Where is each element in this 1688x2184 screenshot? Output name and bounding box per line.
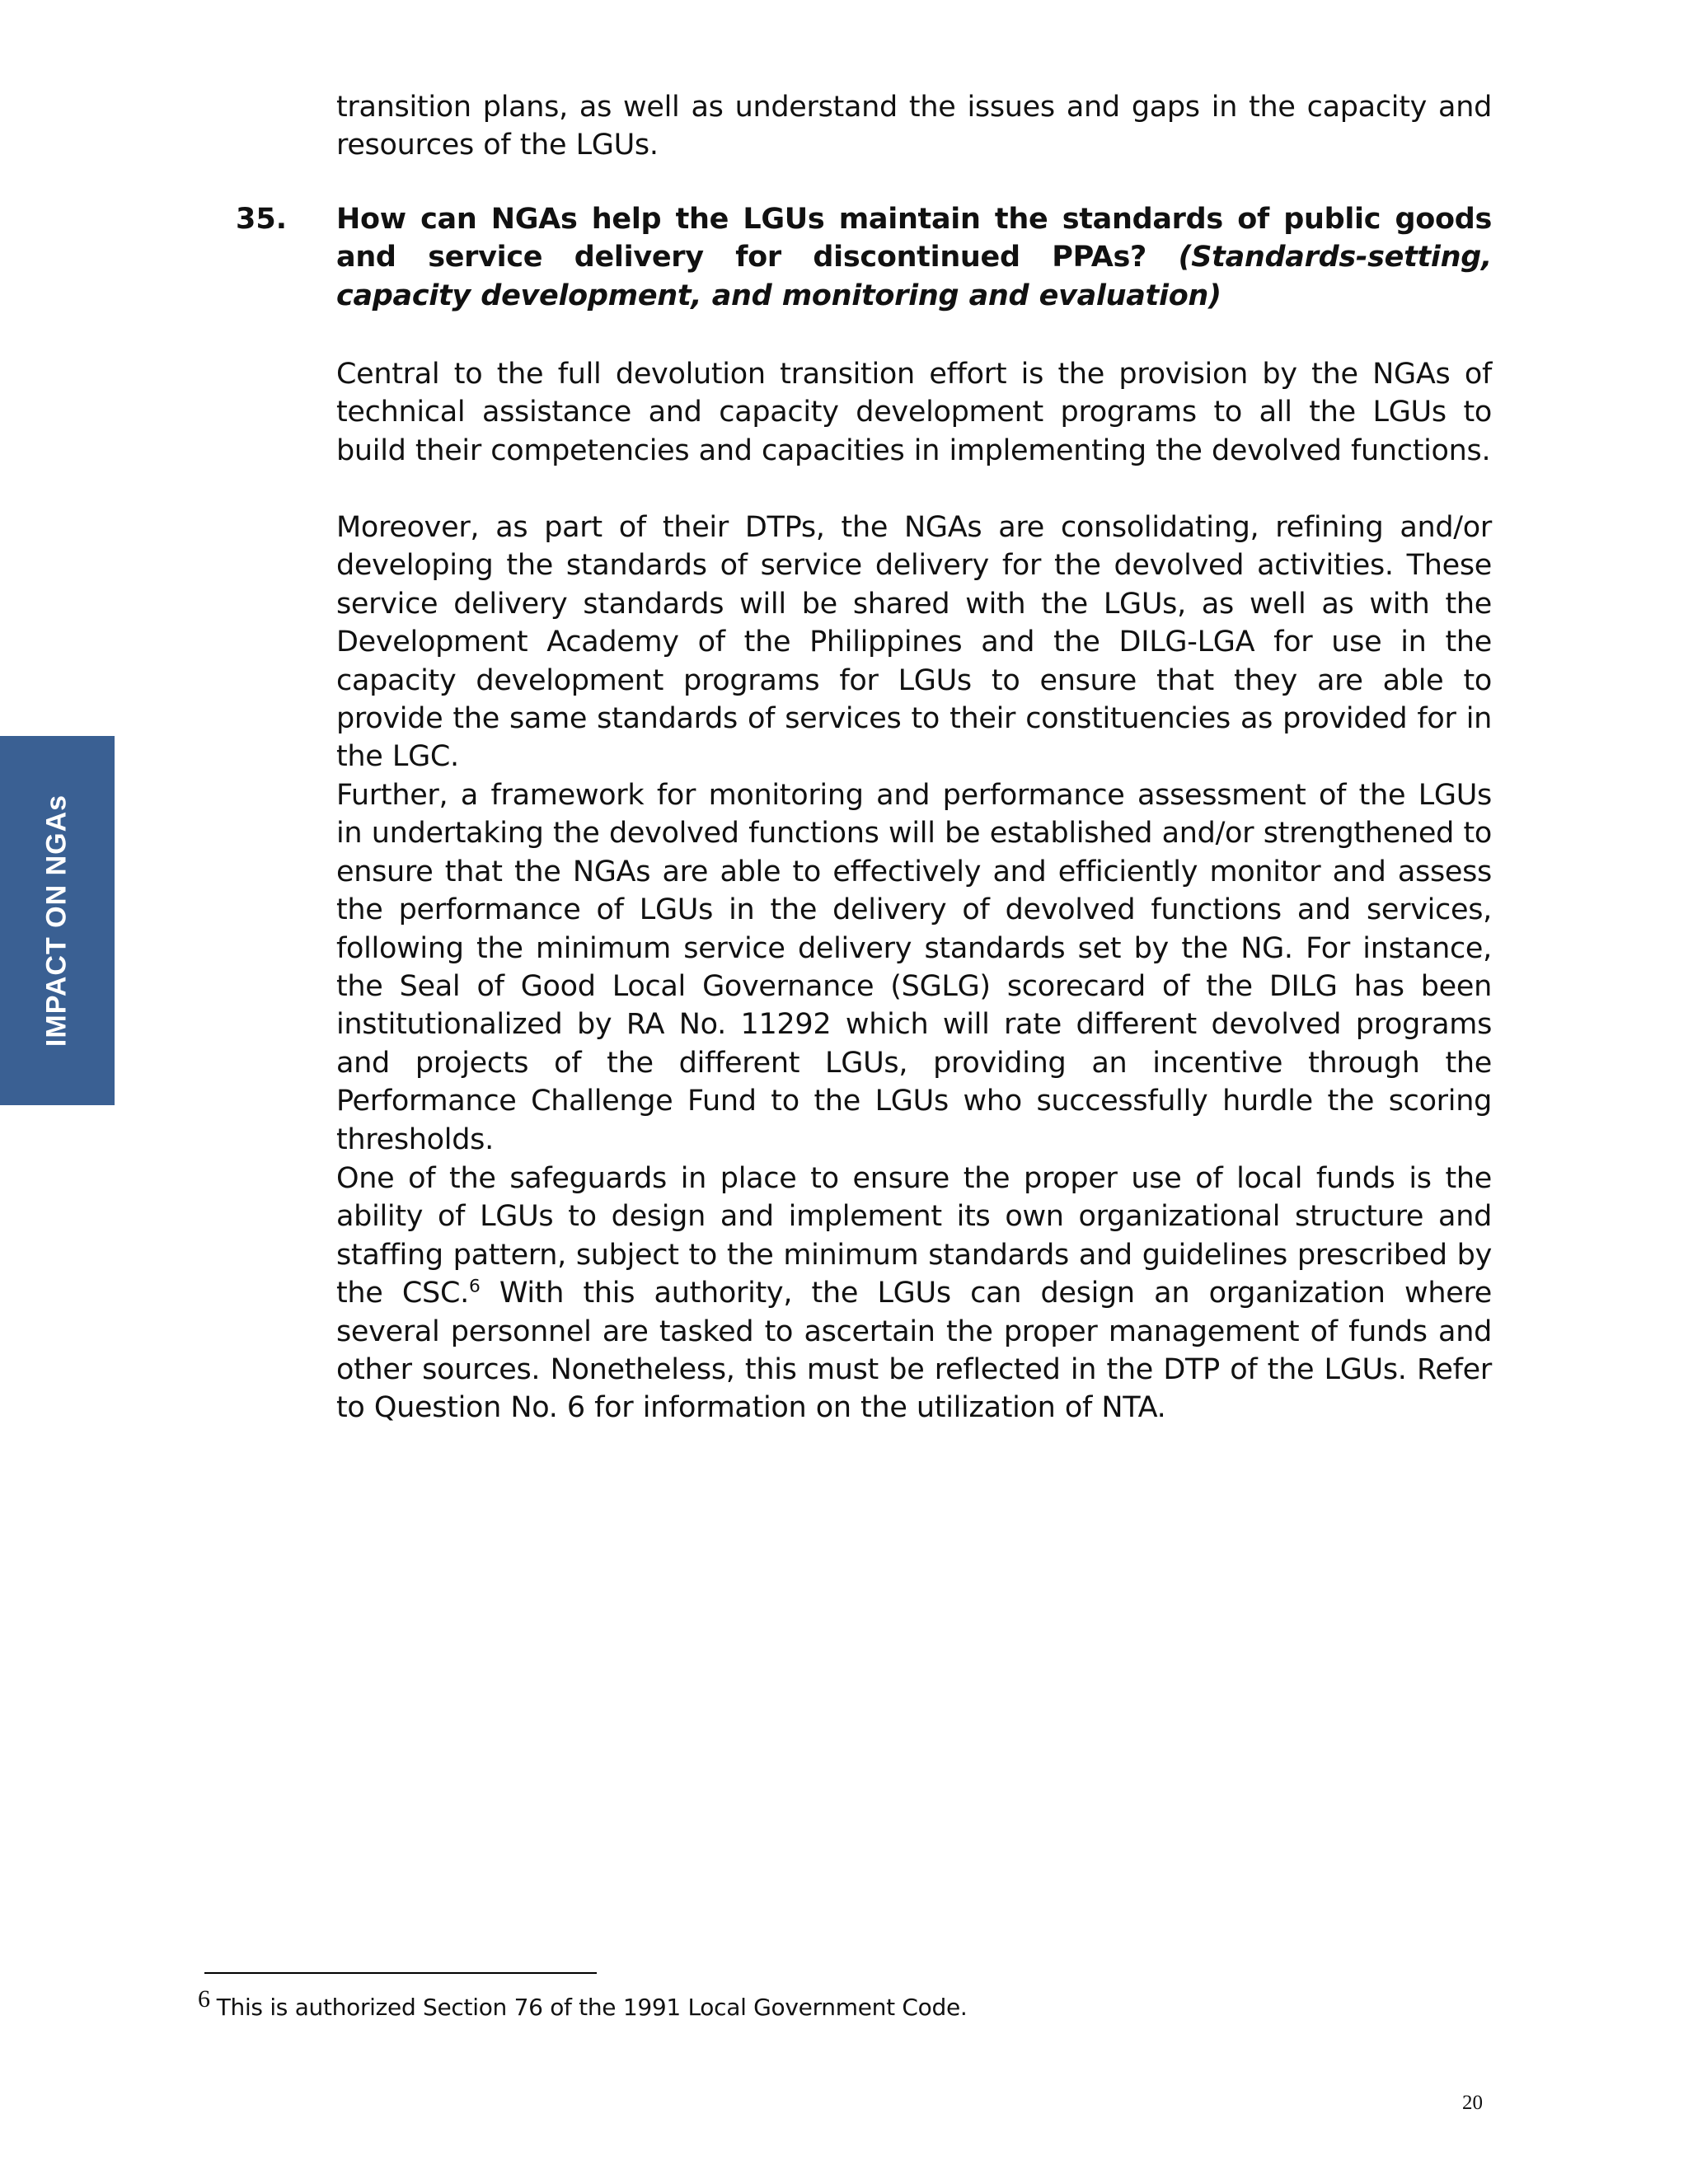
question-text: How can NGAs help the LGUs maintain the standards of public goods and service delivery for discontinued PPAs? <box>336 203 1492 274</box>
footnote-reference[interactable]: 6 <box>468 1276 481 1297</box>
paragraph-central: Central to the full devolution transition effort is the provision by the NGAs of technical assistance and capacity development programs to all the LGUs to build their competencies and capacities in implementing the devolved functions. <box>336 358 1492 467</box>
paragraph-safeguards <box>336 1160 1492 1427</box>
paragraph-safeguards-part1: One of the safeguards in place to ensure the proper use of local funds is the ability of LGUs to design and implement its own organizational structure and staffing pattern, subject to the minimum standards and guidelines prescribed by the CSC. <box>336 1162 1492 1310</box>
question-number: 35. <box>236 203 288 236</box>
paragraph-safeguards-part2: With this authority, the LGUs can design an organization where several personnel are tasked to ascertain the proper management of funds and other sources. Nonetheless, this must be reflected in the DTP of the LGUs. Refer to Question No. 6 for information on the utilization of NTA. <box>336 1277 1492 1425</box>
footnote-divider <box>204 1972 597 1974</box>
page-number: 20 <box>1462 2092 1483 2114</box>
intro-paragraph: transition plans, as well as understand the issues and gaps in the capacity and resources of the LGUs. <box>336 91 1492 162</box>
side-tab <box>0 736 115 1105</box>
side-tab-label: IMPACT ON NGAs <box>40 794 73 1047</box>
question-parenthetical: (Standards-setting, capacity development, and monitoring and evaluation) <box>336 241 1492 312</box>
paragraph-further: Further, a framework for monitoring and performance assessment of the LGUs in undertaking the devolved functions will be established and/or strengthened to ensure that the NGAs are able to effectively and efficiently monitor and assess the performance of LGUs in the delivery of devolved functions and services, following the minimum service delivery standards set by the NG. For instance, the Seal of Good Local Governance (SGLG) scorecard of the DILG has been institutionalized by RA No. 11292 which will rate different devolved programs and projects of the different LGUs, providing an incentive through the Performance Challenge Fund to the LGUs who successfully hurdle the scoring thresholds. <box>336 779 1492 1156</box>
footnote-mark: 6 <box>198 1985 210 2013</box>
footnote-text: This is authorized Section 76 of the 1991 Local Government Code. <box>216 1994 968 2021</box>
question-heading <box>336 200 1492 315</box>
paragraph-moreover: Moreover, as part of their DTPs, the NGAs are consolidating, refining and/or developing the standards of service delivery for the devolved activities. These service delivery standards will be shared with the LGUs, as well as with the Development Academy of the Philippines and the DILG-LGA for use in the capacity development programs for LGUs to ensure that they are able to provide the same standards of services to their constituencies as provided for in the LGC. <box>336 511 1492 774</box>
footnote <box>198 1985 968 2022</box>
